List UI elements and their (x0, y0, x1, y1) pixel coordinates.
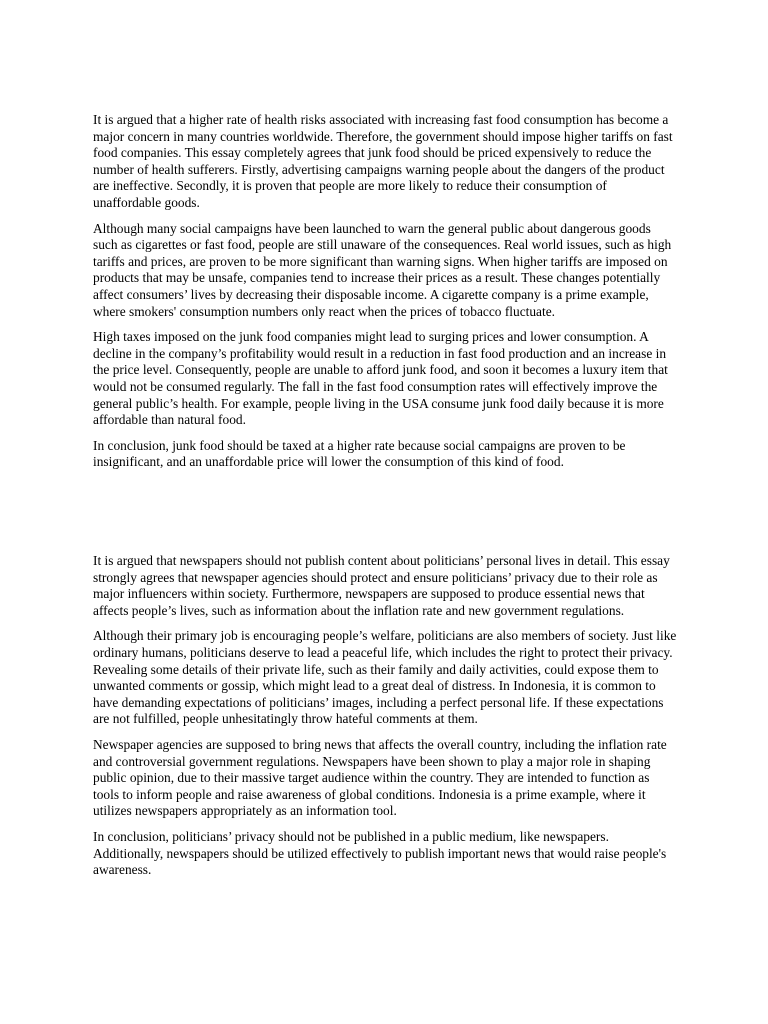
essay-1-body-paragraph-1: Although many social campaigns have been launched to warn the general public about dangerous goods such as cigarettes or fast food, people are still unaware of the consequences. Real world issues, such as high tariffs and prices, are proven to be more significant than warning signs. When higher tariffs are imposed on products that may be unsafe, companies tend to increase their prices as a result. These changes potentially affect consumers’ lives by decreasing their disposable income. A cigarette company is a prime example, where smokers' consumption numbers only react when the prices of tobacco fluctuate. (93, 220, 672, 319)
essay-1-body-paragraph-2: High taxes imposed on the junk food companies might lead to surging prices and lower consumption. A decline in the company’s profitability would result in a reduction in fast food production and an increase in the price level. Consequently, people are unable to afford junk food, and soon it becomes a luxury item that would not be consumed regularly. The fall in the fast food consumption rates will effectively improve the general public’s health. For example, people living in the USA consume junk food daily because it is more affordable than natural food. (93, 329, 668, 428)
essay-2-body-paragraph-1: Although their primary job is encouraging people’s welfare, politicians are also members of society. Just like ordinary humans, politicians deserve to lead a peaceful life, which includes the right to protect their privacy. Revealing some details of their private life, such as their family and daily activities, could expose them to unwanted comments or gossip, which might lead to a great deal of distress. In Indonesia, it is common to have demanding expectations of politicians’ images, including a perfect personal life. If these expectations are not fulfilled, people unhesitatingly throw hateful comments at them. (93, 628, 677, 727)
essay-1-intro-paragraph: It is argued that a higher rate of health risks associated with increasing fast food consumption has become a major concern in many countries worldwide. Therefore, the government should impose higher tariffs on fast food companies. This essay completely agrees that junk food should be priced expensively to reduce the number of health sufferers. Firstly, advertising campaigns warning people about the dangers of the product are ineffective. Secondly, it is proven that people are more likely to reduce their consumption of unaffordable goods. (93, 112, 673, 210)
essay-2-conclusion-paragraph: In conclusion, politicians’ privacy should not be published in a public medium, like newspapers. Additionally, newspapers should be utilized effectively to publish important news that would raise people's awareness. (93, 828, 667, 878)
essay-1-conclusion-paragraph: In conclusion, junk food should be taxed at a higher rate because social campaigns are proven to be insignificant, and an unaffordable price will lower the consumption of this kind of food. (93, 437, 626, 470)
essay-politician-privacy (93, 553, 677, 888)
essay-2-intro-paragraph: It is argued that newspapers should not publish content about politicians’ personal lives in detail. This essay strongly agrees that newspaper agencies should protect and ensure politicians’ privacy due to their role as major influencers within society. Furthermore, newspapers are supposed to produce essential news that affects people’s lives, such as information about the inflation rate and new government regulations. (93, 553, 670, 618)
essay-2-body-paragraph-2: Newspaper agencies are supposed to bring news that affects the overall country, including the inflation rate and controversial government regulations. Newspapers have been shown to play a major role in shaping public opinion, due to their massive target audience within the country. They are intended to function as tools to inform people and raise awareness of global conditions. Indonesia is a prime example, where it utilizes newspapers appropriately as an information tool. (93, 736, 667, 819)
essay-fast-food-tax (93, 112, 677, 480)
